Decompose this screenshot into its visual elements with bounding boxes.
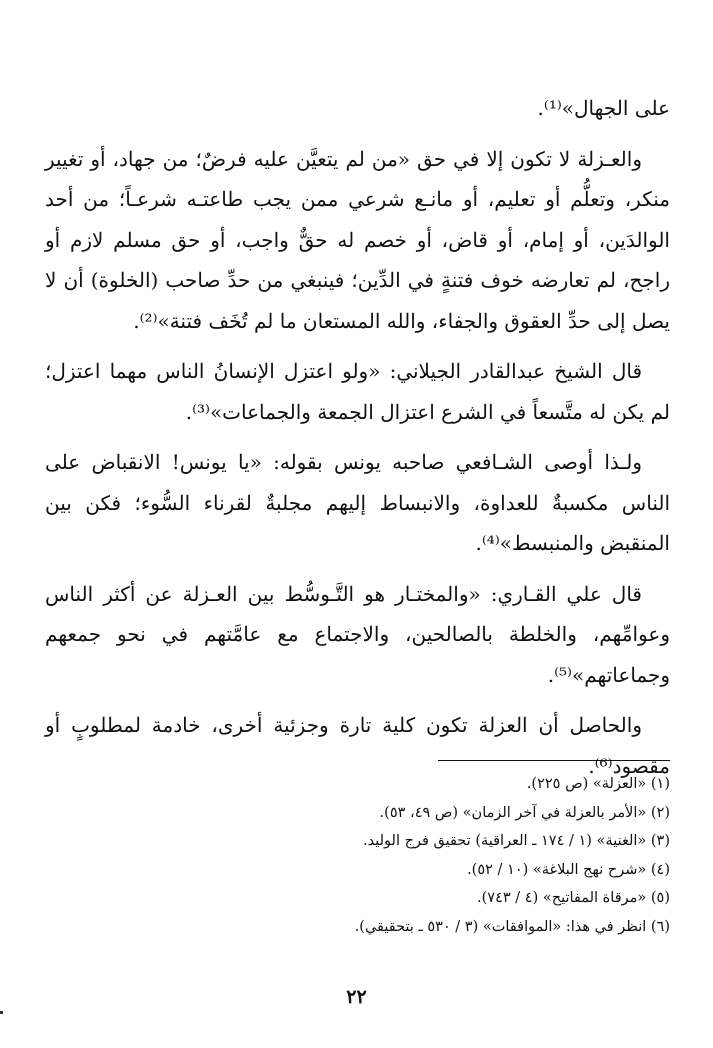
footnote-item: (٦) انظر في هذا: «الموافقات» (٣ / ٥٣٠ ـ بتحقيقي). — [354, 918, 670, 935]
page-number: ٢٢ — [346, 986, 367, 1008]
main-text — [45, 88, 670, 796]
footnote-item: (٣) «الغنية» (١ / ١٧٤ ـ العراقية) تحقيق فرج الوليد. — [363, 833, 670, 849]
scan-speck — [0, 1011, 3, 1014]
paragraph-qari-quote: قال علي القـاري: «والمختـار هو التَّـوسُّط بين العـزلة عن أكثر الناس وعوامِّهم، والخلطة بالصالحين، والاجتماع مع عامَّتهم في نحو جمعهم وجماعاتهم»⁽⁵⁾. — [45, 581, 670, 687]
footnote-item: (٢) «الأمر بالعزلة في آخر الزمان» (ص ٤٩، ٥٣). — [379, 804, 670, 821]
footnote-item: (١) «العزلة» (ص ٢٢٥). — [526, 776, 670, 792]
footnotes-list — [45, 770, 670, 941]
paragraph-jilani-quote: قال الشيخ عبدالقادر الجيلاني: «ولو اعتزل الإنسانُ الناس مهما اعتزل؛ لم يكن له متَّسعاً في الشرع اعتزال الجمعة والجماعات»⁽³⁾. — [45, 359, 670, 424]
footnote-item: (٤) «شرح نهج البلاغة» (١٠ / ٥٢). — [467, 861, 670, 878]
paragraph-conclusion: والحاصل أن العزلة تكون كلية تارة وجزئية أخرى، خادمة لمطلوبٍ أو مقصود⁽⁶⁾. — [45, 713, 670, 778]
paragraph-continuation: على الجهال»⁽¹⁾. — [537, 96, 670, 120]
paragraph-seclusion-conditions: والعـزلة لا تكون إلا في حق «من لم يتعيَّن عليه فرضٌ؛ من جهاد، أو تغيير منكر، وتعلُّم أو تعليم، أو مانـع شرعي ممن يجب طاعتـه شرعـاً؛ من أحد الوالدَين، أو إمام، أو قاض، أو خصم له حقٌّ واجب، أو حق مسلم لازم أو راجح، لم تعارضه خوف فتنةٍ في الدِّين؛ فينبغي من حدِّ صاحب (الخلوة) أن لا يصل إلى حدِّ العقوق والجفاء، والله المستعان ما لم تُخَف فتنة»⁽²⁾. — [45, 146, 670, 333]
footnote-separator — [438, 760, 670, 761]
paragraph-shafii-advice: ولـذا أوصى الشـافعي صاحبه يونس بقوله: «يا يونس! الانقباض على الناس مكسبةٌ للعداوة، والانبساط إليهم مجلبةٌ لقرناء السُّوء؛ فكن بين المنقبض والمنبسط»⁽⁴⁾. — [45, 450, 670, 555]
footnote-item: (٥) «مرقاة المفاتيح» (٤ / ٧٤٣). — [477, 890, 670, 906]
